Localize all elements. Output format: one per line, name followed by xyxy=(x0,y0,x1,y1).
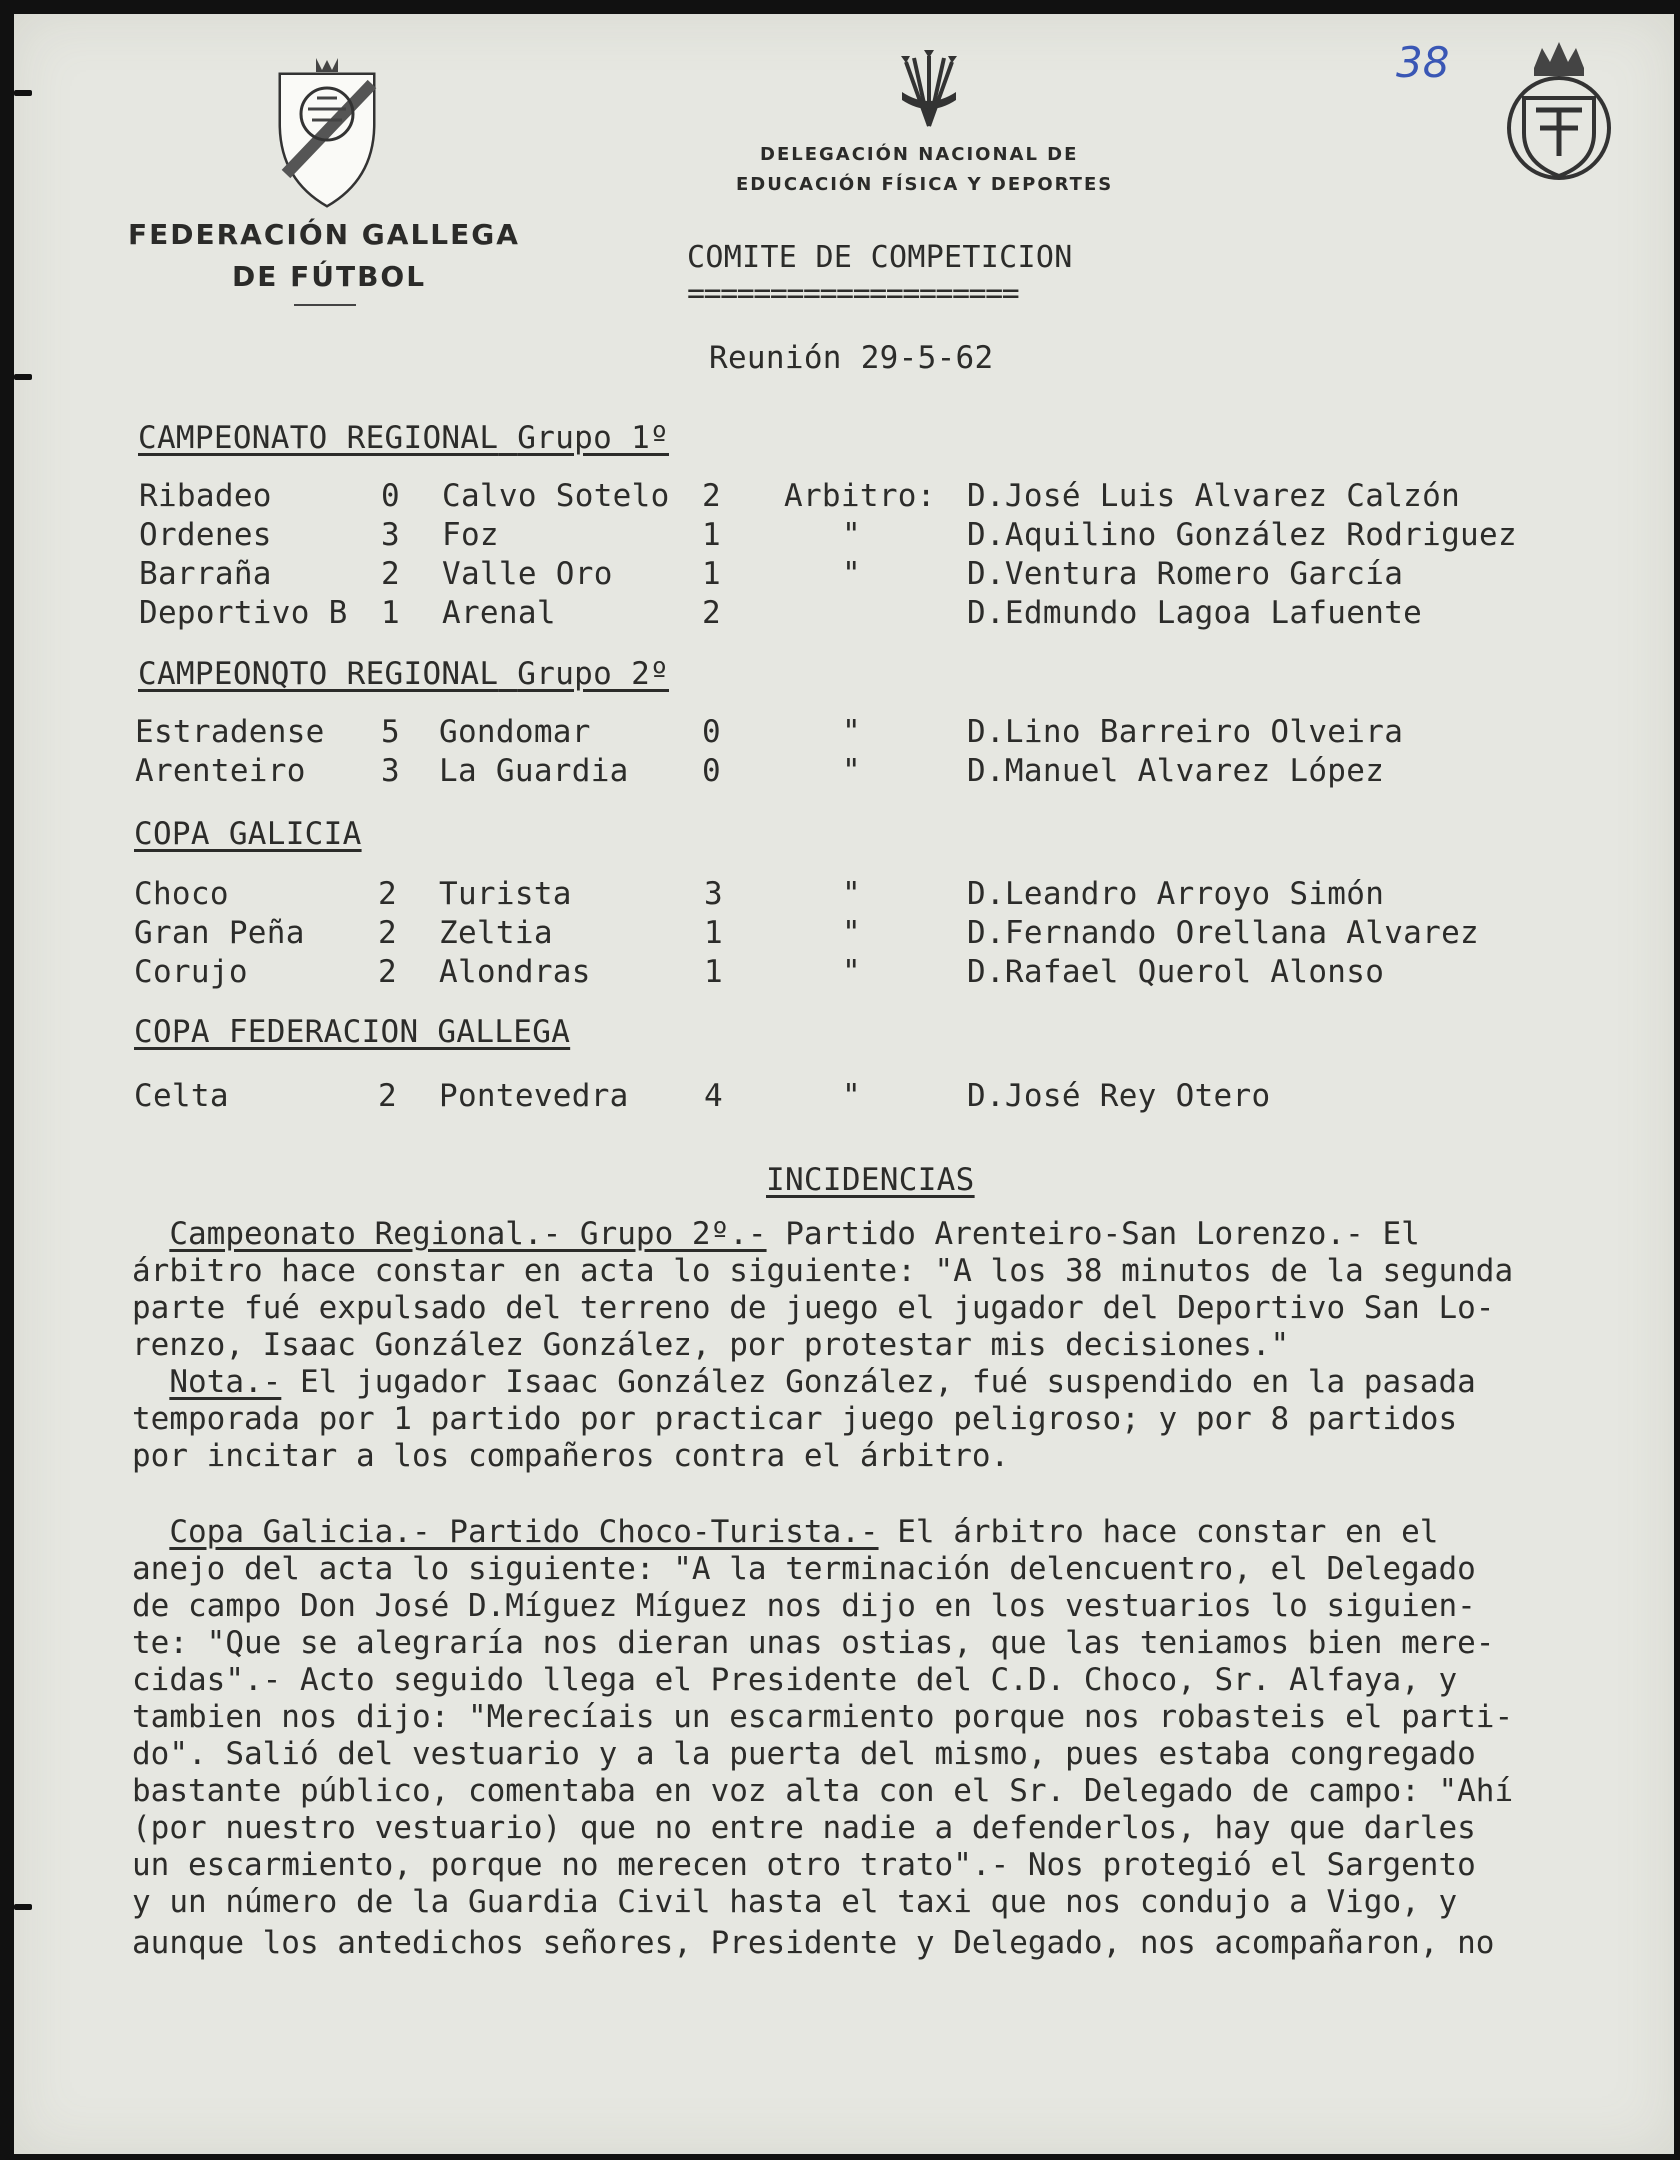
yoke-and-arrows-emblem-icon xyxy=(894,48,964,138)
home-team: Deportivo B xyxy=(139,595,348,631)
paragraph-line: tambien nos dijo: "Merecíais un escarmiento porque nos robasteis el parti- xyxy=(132,1699,1514,1735)
home-score: 3 xyxy=(381,753,400,789)
paragraph-line: Nota.- El jugador Isaac González González, fué suspendido en la pasada xyxy=(169,1364,1476,1400)
home-score: 3 xyxy=(381,517,400,553)
paragraph-line: (por nuestro vestuario) que no entre nadie a defenderlos, hay que darles xyxy=(132,1810,1476,1846)
paragraph-line: cidas".- Acto seguido llega el Presidente del C.D. Choco, Sr. Alfaya, y xyxy=(132,1662,1458,1698)
committee-title: COMITE DE COMPETICION xyxy=(687,240,1073,275)
home-score: 2 xyxy=(381,556,400,592)
ditto-mark: " xyxy=(842,954,861,990)
home-team: Ribadeo xyxy=(139,478,272,514)
home-team: Corujo xyxy=(134,954,248,990)
paragraph-line: un escarmiento, porque no merecen otro trato".- Nos protegió el Sargento xyxy=(132,1847,1476,1883)
home-score: 5 xyxy=(381,714,400,750)
section-title: COPA FEDERACION GALLEGA xyxy=(134,1014,571,1050)
referee-label: Arbitro: xyxy=(784,478,936,514)
referee-name: D.Ventura Romero García xyxy=(967,556,1404,592)
away-team: Turista xyxy=(439,876,572,912)
away-score: 3 xyxy=(704,876,723,912)
away-team: Alondras xyxy=(439,954,591,990)
away-score: 1 xyxy=(704,915,723,951)
referee-name: D.Aquilino González Rodriguez xyxy=(967,517,1517,553)
committee-underline: ==================== xyxy=(687,276,1019,311)
paragraph-line: te: "Que se alegraría nos dieran unas ostias, que las teniamos bien mere- xyxy=(132,1625,1495,1661)
section-title: CAMPEONATO REGIONAL Grupo 1º xyxy=(138,420,669,456)
paragraph-line: temporada por 1 partido por practicar juego peligroso; y por 8 partidos xyxy=(132,1401,1458,1437)
federacion-espanola-crest-icon xyxy=(1494,38,1624,188)
ditto-mark: " xyxy=(842,556,861,592)
home-team: Barraña xyxy=(139,556,272,592)
home-score: 2 xyxy=(378,1078,397,1114)
paragraph-line: do". Salió del vestuario y a la puerta del mismo, pues estaba congregado xyxy=(132,1736,1476,1772)
ditto-mark: " xyxy=(842,753,861,789)
meeting-date: Reunión 29-5-62 xyxy=(709,340,994,376)
away-score: 2 xyxy=(702,478,721,514)
paragraph-line: árbitro hace constar en acta lo siguiente: "A los 38 minutos de la segunda xyxy=(132,1253,1514,1289)
away-team: La Guardia xyxy=(439,753,629,789)
paragraph-line: Campeonato Regional.- Grupo 2º.- Partido Arenteiro-San Lorenzo.- El xyxy=(169,1216,1420,1252)
referee-name: D.Rafael Querol Alonso xyxy=(967,954,1385,990)
paragraph-line: bastante público, comentaba en voz alta con el Sr. Delegado de campo: "Ahí xyxy=(132,1773,1514,1809)
ditto-mark: " xyxy=(842,915,861,951)
referee-name: D.Manuel Alvarez López xyxy=(967,753,1385,789)
paragraph-line: Copa Galicia.- Partido Choco-Turista.- El árbitro hace constar en el xyxy=(169,1514,1439,1550)
home-team: Gran Peña xyxy=(134,915,305,951)
home-team: Estradense xyxy=(135,714,325,750)
away-team: Valle Oro xyxy=(442,556,613,592)
away-score: 1 xyxy=(704,954,723,990)
referee-name: D.José Rey Otero xyxy=(967,1078,1271,1114)
referee-name: D.Leandro Arroyo Simón xyxy=(967,876,1385,912)
paragraph-line: parte fué expulsado del terreno de juego el jugador del Deportivo San Lo- xyxy=(132,1290,1495,1326)
referee-name: D.Fernando Orellana Alvarez xyxy=(967,915,1480,951)
home-score: 0 xyxy=(381,478,400,514)
paragraph-line: de campo Don José D.Míguez Míguez nos dijo en los vestuarios lo siguien- xyxy=(132,1588,1476,1624)
divider xyxy=(294,304,356,306)
away-score: 0 xyxy=(702,753,721,789)
section-title: COPA GALICIA xyxy=(134,816,362,852)
handwritten-page-number: 38 xyxy=(1396,38,1450,87)
away-score: 0 xyxy=(702,714,721,750)
paragraph-line: anejo del acta lo siguiente: "A la terminación delencuentro, el Delegado xyxy=(132,1551,1476,1587)
away-team: Gondomar xyxy=(439,714,591,750)
incidencia-paragraph xyxy=(132,1216,1652,1475)
ditto-mark: " xyxy=(842,714,861,750)
paragraph-line: por incitar a los compañeros contra el árbitro. xyxy=(132,1438,1010,1474)
federacion-title-line2: DE FÚTBOL xyxy=(232,260,427,293)
binding-mark xyxy=(14,374,32,380)
incidencias-title: INCIDENCIAS xyxy=(766,1162,975,1198)
away-team: Arenal xyxy=(442,595,556,631)
referee-name: D.José Luis Alvarez Calzón xyxy=(967,478,1461,514)
away-team: Foz xyxy=(442,517,499,553)
paragraph-line: y un número de la Guardia Civil hasta el taxi que nos condujo a Vigo, y xyxy=(132,1884,1458,1920)
home-team: Celta xyxy=(134,1078,229,1114)
home-score: 2 xyxy=(378,876,397,912)
binding-mark xyxy=(14,1904,32,1910)
home-score: 2 xyxy=(378,954,397,990)
document-page xyxy=(14,14,1674,2154)
referee-name: D.Lino Barreiro Olveira xyxy=(967,714,1404,750)
delegacion-line1: DELEGACIÓN NACIONAL DE xyxy=(760,144,1079,165)
paragraph-line: renzo, Isaac González González, por protestar mis decisiones." xyxy=(132,1327,1290,1363)
ditto-mark: " xyxy=(842,517,861,553)
home-score: 2 xyxy=(378,915,397,951)
home-score: 1 xyxy=(381,595,400,631)
incidencia-paragraph xyxy=(132,1514,1652,1962)
referee-name: D.Edmundo Lagoa Lafuente xyxy=(967,595,1423,631)
section-title: CAMPEONQTO REGIONAL Grupo 2º xyxy=(138,656,669,692)
away-team: Calvo Sotelo xyxy=(442,478,670,514)
away-score: 4 xyxy=(704,1078,723,1114)
away-team: Pontevedra xyxy=(439,1078,629,1114)
ditto-mark: " xyxy=(842,1078,861,1114)
away-team: Zeltia xyxy=(439,915,553,951)
paragraph-line: aunque los antedichos señores, Presidente y Delegado, nos acompañaron, no xyxy=(132,1925,1495,1961)
away-score: 1 xyxy=(702,517,721,553)
binding-mark xyxy=(14,90,32,96)
federacion-gallega-crest-icon xyxy=(272,54,382,214)
delegacion-line2: EDUCACIÓN FÍSICA Y DEPORTES xyxy=(736,174,1114,195)
federacion-title-line1: FEDERACIÓN GALLEGA xyxy=(128,218,520,251)
home-team: Choco xyxy=(134,876,229,912)
ditto-mark: " xyxy=(842,876,861,912)
home-team: Ordenes xyxy=(139,517,272,553)
away-score: 2 xyxy=(702,595,721,631)
home-team: Arenteiro xyxy=(135,753,306,789)
away-score: 1 xyxy=(702,556,721,592)
